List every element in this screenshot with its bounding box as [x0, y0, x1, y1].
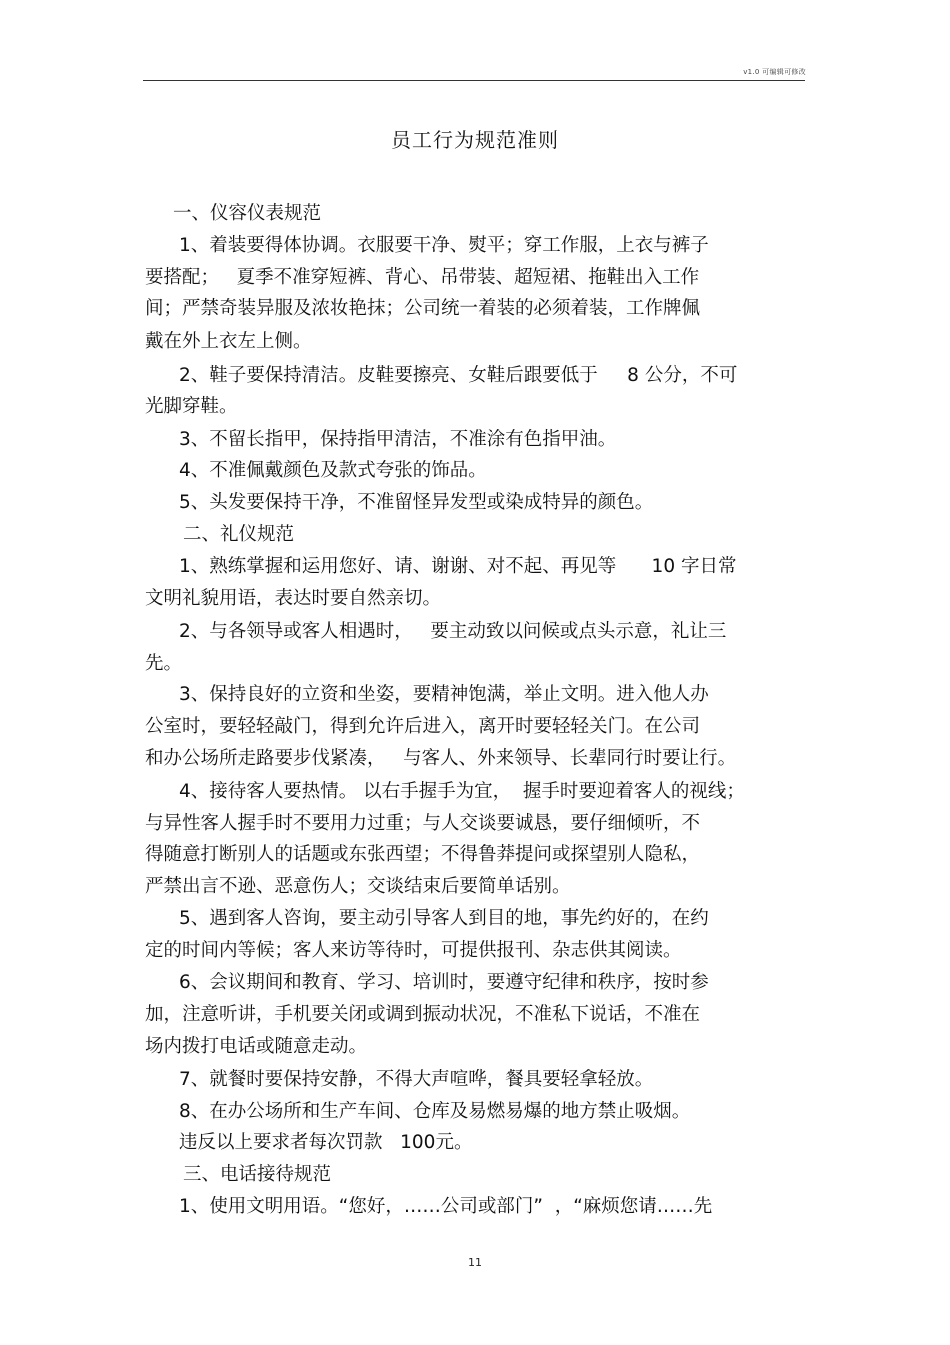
paragraph-line: 先。: [145, 653, 183, 674]
paragraph-line: 8、在办公场所和生产车间、仓库及易燃易爆的地方禁止吸烟。: [179, 1101, 691, 1122]
paragraph-line: 加，注意听讲，手机要关闭或调到振动状况，不准私下说话，不准在: [145, 1004, 701, 1025]
paragraph-line: 3、保持良好的立资和坐姿，要精神饱满，举止文明。进入他人办: [179, 684, 709, 705]
paragraph-line: 2、鞋子要保持清洁。皮鞋要擦亮、女鞋后跟要低于 8 公分，不可: [179, 365, 738, 386]
header-rule: [143, 80, 805, 81]
paragraph-line: 7、就餐时要保持安静，不得大声喧哗，餐具要轻拿轻放。: [179, 1069, 654, 1090]
paragraph-line: 公室时，要轻轻敲门，得到允许后进入，离开时要轻轻关门。在公司: [145, 716, 701, 737]
paragraph-line: 违反以上要求者每次罚款 100元。: [179, 1132, 473, 1153]
paragraph-line: 戴在外上衣左上侧。: [145, 331, 312, 352]
paragraph-line: 要搭配； 夏季不准穿短裤、背心、吊带装、超短裙、拖鞋出入工作: [145, 267, 700, 288]
paragraph-line: 严禁出言不逊、恶意伤人；交谈结束后要简单话别。: [145, 876, 571, 897]
paragraph-line: 定的时间内等候；客人来访等待时，可提供报刊、杂志供其阅读。: [145, 940, 682, 961]
page-number: 11: [468, 1256, 482, 1269]
document-title: 员工行为规范准则: [391, 128, 559, 152]
paragraph-line: 间；严禁奇装异服及浓妆艳抹；公司统一着装的必须着装，工作牌佩: [145, 298, 701, 319]
paragraph-line: 1、熟练掌握和运用您好、请、谢谢、对不起、再见等 10 字日常: [179, 556, 737, 577]
version-label: v1.0 可编辑可修改: [743, 68, 806, 76]
paragraph-line: 3、不留长指甲，保持指甲清洁，不准涂有色指甲油。: [179, 429, 617, 450]
paragraph-line: 4、不准佩戴颜色及款式夸张的饰品。: [179, 460, 487, 481]
paragraph-line: 1、着装要得体协调。衣服要干净、熨平；穿工作服，上衣与裤子: [179, 235, 709, 256]
section-heading: 三、电话接待规范: [183, 1164, 332, 1185]
paragraph-line: 场内拨打电话或随意走动。: [145, 1036, 368, 1057]
section-heading: 二、礼仪规范: [183, 524, 295, 545]
paragraph-line: 4、接待客人要热情。 以右手握手为宜， 握手时要迎着客人的视线；: [179, 781, 745, 802]
paragraph-line: 和办公场所走路要步伐紧凑， 与客人、外来领导、长辈同行时要让行。: [145, 748, 737, 769]
paragraph-line: 5、头发要保持干净，不准留怪异发型或染成特异的颜色。: [179, 492, 654, 513]
section-heading: 一、仪容仪表规范: [173, 203, 322, 224]
paragraph-line: 与异性客人握手时不要用力过重；与人交谈要诚恳，要仔细倾听，不: [145, 813, 701, 834]
paragraph-line: 得随意打断别人的话题或东张西望；不得鲁莽提问或探望别人隐私，: [145, 844, 701, 865]
paragraph-line: 6、会议期间和教育、学习、培训时，要遵守纪律和秩序，按时参: [179, 972, 709, 993]
paragraph-line: 2、与各领导或客人相遇时， 要主动致以问候或点头示意，礼让三: [179, 621, 727, 642]
paragraph-line: 1、使用文明用语。“您好，……公司或部门” ，“麻烦您请……先: [179, 1196, 713, 1217]
paragraph-line: 光脚穿鞋。: [145, 396, 238, 417]
paragraph-line: 文明礼貌用语，表达时要自然亲切。: [145, 588, 442, 609]
paragraph-line: 5、遇到客人咨询，要主动引导客人到目的地，事先约好的，在约: [179, 908, 709, 929]
